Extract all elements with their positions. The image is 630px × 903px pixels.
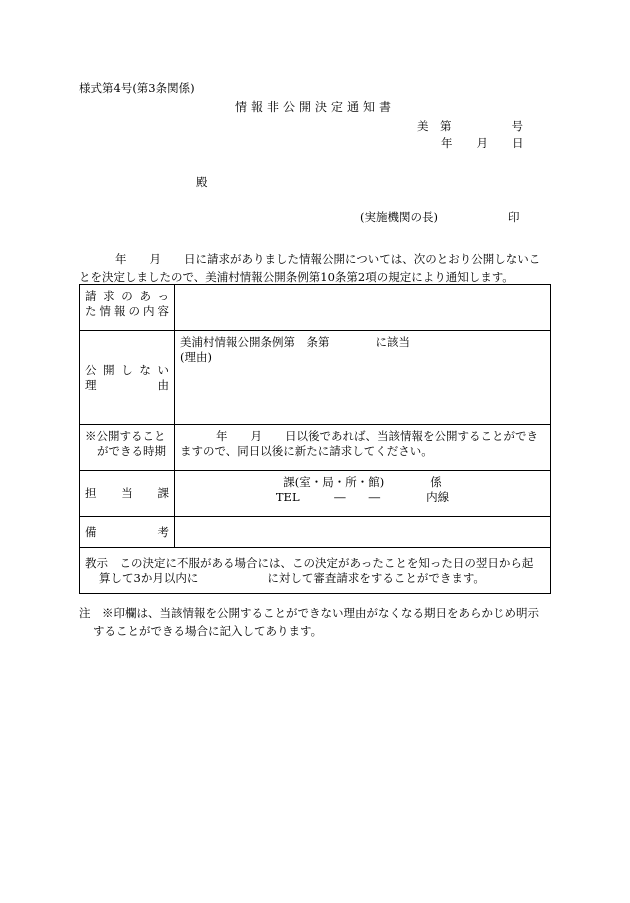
row-label: 担 当 課 bbox=[80, 471, 175, 517]
info-table bbox=[79, 284, 551, 594]
issuer-label: (実施機関の長) bbox=[360, 210, 438, 224]
appeal-notice: 教示 この決定に不服がある場合には、この決定があったことを知った日の翌日から起 算して3か月以内に に対して審査請求をすることができます。 bbox=[80, 548, 551, 594]
date-year: 年 bbox=[441, 136, 453, 150]
row-label: 公開しない 理 由 bbox=[80, 331, 175, 425]
table-row bbox=[80, 517, 551, 548]
row-value: 年 月 日以後であれば、当該情報を公開することができ ますので、同日以後に新たに請求してください。 bbox=[175, 425, 551, 471]
addressee: 殿 bbox=[196, 175, 208, 189]
row-value: 美浦村情報公開条例第 条第 に該当 (理由) bbox=[175, 331, 551, 425]
row-value: 課(室・局・所・館) 係 TEL ― ― 内線 bbox=[175, 471, 551, 517]
row-value bbox=[175, 517, 551, 548]
issuer bbox=[360, 212, 519, 224]
row-label: 備 考 bbox=[80, 517, 175, 548]
table-row bbox=[80, 425, 551, 471]
table-row bbox=[80, 285, 551, 331]
body-line-1: 年 月 日に請求がありました情報公開については、次のとおり公開しないこ bbox=[115, 252, 541, 266]
body-line-2: とを決定しましたので、美浦村情報公開条例第10条第2項の規定により通知します。 bbox=[79, 270, 514, 284]
table-row bbox=[80, 331, 551, 425]
document-number-prefix: 美 第 bbox=[417, 119, 452, 133]
note-line-2: することができる場合に記入してあります。 bbox=[93, 624, 323, 638]
note-line-1: 注 ※印欄は、当該情報を公開することができない理由がなくなる期日をあらかじめ明示 bbox=[79, 606, 539, 620]
table-row bbox=[80, 471, 551, 517]
date-day: 日 bbox=[512, 136, 524, 150]
row-label: 請求のあっ た情報の内容 bbox=[80, 285, 175, 331]
body-text bbox=[79, 250, 551, 286]
document-number bbox=[417, 121, 523, 133]
seal-mark: 印 bbox=[507, 210, 520, 224]
notes bbox=[79, 604, 559, 640]
row-value bbox=[175, 285, 551, 331]
form-number: 様式第4号(第3条関係) bbox=[79, 81, 195, 95]
document-number-suffix: 号 bbox=[511, 119, 523, 133]
issue-date bbox=[441, 138, 524, 150]
document-title: 情報非公開決定通知書 bbox=[234, 100, 395, 114]
table-row bbox=[80, 548, 551, 594]
date-month: 月 bbox=[476, 136, 488, 150]
row-label: ※公開すること ができる時期 bbox=[80, 425, 175, 471]
